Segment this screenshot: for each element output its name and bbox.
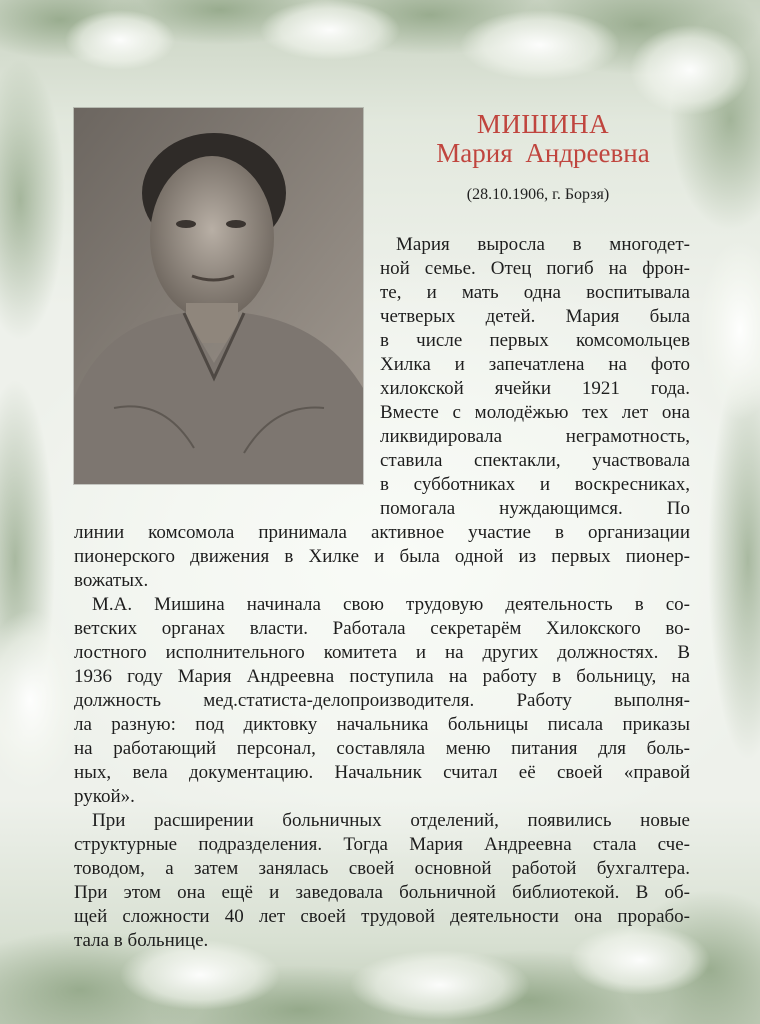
body-line: в числе первых комсомольцев — [380, 330, 690, 351]
body-line: 1936 году Мария Андреевна поступила на работу в больницу, на — [74, 666, 690, 687]
birth-date-place: (28.10.1906, г. Борзя) — [466, 186, 610, 203]
body-line: ных, вела документацию. Начальник считал её своей «правой — [74, 762, 690, 783]
portrait-photo — [74, 108, 363, 484]
surname-title: МИШИНА — [476, 109, 610, 139]
body-line: в субботниках и воскресниках, — [380, 474, 690, 495]
body-line: товодом, а затем занялась своей основной работой бухгалтера. — [74, 858, 690, 879]
person-heading — [378, 110, 708, 168]
body-line: должность мед.статиста-делопроизводителя. Работу выполня- — [74, 690, 690, 711]
body-line: ставила спектакли, участвовала — [380, 450, 690, 471]
body-line: пионерского движения в Хилке и была одной из первых пионер- — [74, 546, 690, 567]
body-line: структурные подразделения. Тогда Мария Андреевна стала сче- — [74, 834, 690, 855]
body-line: М.А. Мишина начинала свою трудовую деятельность в со- — [92, 594, 690, 615]
body-line: линии комсомола принимала активное участие в организации — [74, 522, 690, 543]
given-name-title: Мария Андреевна — [436, 138, 650, 168]
body-line: Вместе с молодёжью тех лет она — [380, 402, 690, 423]
body-line: ной семье. Отец погиб на фрон- — [380, 258, 690, 279]
body-line: тала в больнице. — [74, 930, 209, 951]
body-line: на работающий персонал, составляла меню питания для боль- — [74, 738, 690, 759]
body-line: помогала нуждающимся. По — [380, 498, 690, 519]
body-line: хилокской ячейки 1921 года. — [380, 378, 690, 399]
body-line: щей сложности 40 лет своей трудовой деятельности она прорабо- — [74, 906, 690, 927]
body-line: ла разную: под диктовку начальника больницы писала приказы — [74, 714, 690, 735]
body-line: При расширении больничных отделений, появились новые — [92, 810, 690, 831]
body-line: ветских органах власти. Работала секретарём Хилокского во- — [74, 618, 690, 639]
body-line: Хилка и запечатлена на фото — [380, 354, 690, 375]
body-line: те, и мать одна воспитывала — [380, 282, 690, 303]
body-line: лостного исполнительного комитета и на других должностях. В — [74, 642, 690, 663]
body-line: ликвидировала неграмотность, — [380, 426, 690, 447]
body-line: рукой». — [74, 786, 135, 807]
body-line: При этом она ещё и заведовала больничной библиотекой. В об- — [74, 882, 690, 903]
body-line: вожатых. — [74, 570, 149, 591]
body-line: четверых детей. Мария была — [380, 306, 690, 327]
body-line: Мария выросла в многодет- — [396, 234, 690, 255]
